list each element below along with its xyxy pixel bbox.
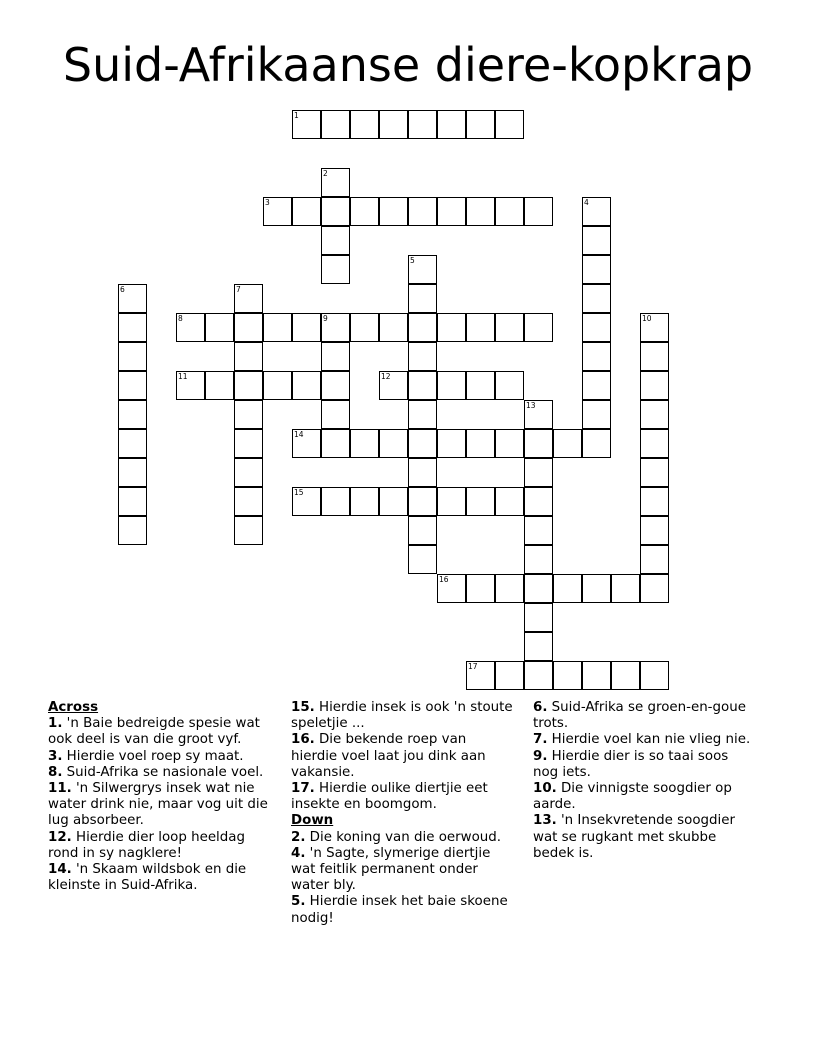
grid-cell[interactable] bbox=[234, 371, 263, 400]
grid-cell[interactable] bbox=[205, 313, 234, 342]
grid-cell[interactable] bbox=[495, 661, 524, 690]
grid-cell[interactable] bbox=[234, 487, 263, 516]
grid-cell[interactable] bbox=[640, 342, 669, 371]
grid-cell[interactable] bbox=[582, 400, 611, 429]
grid-cell[interactable] bbox=[408, 516, 437, 545]
grid-cell[interactable] bbox=[408, 545, 437, 574]
across-clue-15: 15. Hierdie insek is ook 'n stoute speletjie ... bbox=[291, 700, 513, 732]
across-clue-16: 16. Die bekende roep van hierdie voel laat jou dink aan vakansie. bbox=[291, 732, 486, 780]
grid-cell[interactable] bbox=[640, 371, 669, 400]
grid-cell[interactable] bbox=[582, 284, 611, 313]
grid-cell[interactable] bbox=[234, 400, 263, 429]
grid-cell[interactable] bbox=[292, 313, 321, 342]
clue-number: 3 bbox=[265, 198, 270, 207]
grid-cell[interactable] bbox=[408, 110, 437, 139]
clue-column-3 bbox=[533, 700, 755, 862]
grid-cell[interactable] bbox=[466, 371, 495, 400]
grid-cell[interactable] bbox=[408, 429, 437, 458]
grid-cell[interactable] bbox=[524, 487, 553, 516]
grid-cell[interactable] bbox=[118, 313, 147, 342]
grid-cell[interactable] bbox=[292, 110, 321, 139]
grid-cell[interactable] bbox=[437, 429, 466, 458]
grid-cell[interactable] bbox=[524, 603, 553, 632]
grid-cell[interactable] bbox=[524, 516, 553, 545]
grid-cell[interactable] bbox=[321, 429, 350, 458]
grid-cell[interactable] bbox=[350, 197, 379, 226]
grid-cell[interactable] bbox=[408, 342, 437, 371]
across-clue-12: 12. Hierdie dier loop heeldag rond in sy nagklere! bbox=[48, 829, 245, 861]
grid-cell[interactable] bbox=[292, 197, 321, 226]
clue-number: 8 bbox=[178, 314, 183, 323]
grid-cell[interactable] bbox=[263, 197, 292, 226]
grid-cell[interactable] bbox=[495, 110, 524, 139]
clue-number: 5 bbox=[410, 256, 415, 265]
grid-cell[interactable] bbox=[495, 371, 524, 400]
grid-cell[interactable] bbox=[321, 226, 350, 255]
down-clue-7: 7. Hierdie voel kan nie vlieg nie. bbox=[533, 732, 751, 748]
grid-cell[interactable] bbox=[495, 487, 524, 516]
grid-cell[interactable] bbox=[611, 574, 640, 603]
grid-cell[interactable] bbox=[408, 400, 437, 429]
grid-cell[interactable] bbox=[640, 516, 669, 545]
grid-cell[interactable] bbox=[379, 487, 408, 516]
grid-cell[interactable] bbox=[524, 313, 553, 342]
puzzle-title: Suid-Afrikaanse diere-kopkrap bbox=[62, 38, 754, 92]
grid-cell[interactable] bbox=[321, 487, 350, 516]
grid-cell[interactable] bbox=[321, 313, 350, 342]
grid-cell[interactable] bbox=[524, 661, 553, 690]
grid-cell[interactable] bbox=[118, 487, 147, 516]
grid-cell[interactable] bbox=[321, 168, 350, 197]
grid-cell[interactable] bbox=[321, 400, 350, 429]
grid-cell[interactable] bbox=[553, 661, 582, 690]
grid-cell[interactable] bbox=[582, 313, 611, 342]
grid-cell[interactable] bbox=[640, 545, 669, 574]
grid-cell[interactable] bbox=[350, 429, 379, 458]
grid-cell[interactable] bbox=[118, 458, 147, 487]
grid-cell[interactable] bbox=[408, 255, 437, 284]
grid-cell[interactable] bbox=[379, 429, 408, 458]
clue-number: 17 bbox=[468, 662, 478, 671]
clue-number: 1 bbox=[294, 111, 299, 120]
grid-cell[interactable] bbox=[234, 458, 263, 487]
grid-cell[interactable] bbox=[321, 110, 350, 139]
grid-cell[interactable] bbox=[582, 429, 611, 458]
down-clue-9: 9. Hierdie dier is so taai soos nog iets. bbox=[533, 748, 729, 780]
across-clue-14: 14. 'n Skaam wildsbok en die kleinste in Suid-Afrika. bbox=[48, 862, 247, 894]
down-clue-13: 13. 'n Insekvretende soogdier wat se rugkant met skubbe bedek is. bbox=[533, 813, 735, 861]
grid-cell[interactable] bbox=[437, 371, 466, 400]
across-clue-8: 8. Suid-Afrika se nasionale voel. bbox=[48, 764, 264, 780]
grid-cell[interactable] bbox=[582, 342, 611, 371]
grid-cell[interactable] bbox=[408, 313, 437, 342]
clue-number: 2 bbox=[323, 169, 328, 178]
grid-cell[interactable] bbox=[495, 313, 524, 342]
grid-cell[interactable] bbox=[379, 197, 408, 226]
grid-cell[interactable] bbox=[234, 429, 263, 458]
down-heading: Down bbox=[291, 813, 334, 829]
grid-cell[interactable] bbox=[524, 197, 553, 226]
grid-cell[interactable] bbox=[437, 197, 466, 226]
grid-cell[interactable] bbox=[118, 516, 147, 545]
grid-cell[interactable] bbox=[640, 574, 669, 603]
grid-cell[interactable] bbox=[292, 371, 321, 400]
clue-column-2 bbox=[291, 700, 513, 927]
down-clue-2: 2. Die koning van die oerwoud. bbox=[291, 829, 502, 845]
grid-cell[interactable] bbox=[466, 661, 495, 690]
across-clue-17: 17. Hierdie oulike diertjie eet insekte en boomgom. bbox=[291, 781, 488, 813]
clue-number: 12 bbox=[381, 372, 391, 381]
clue-number: 16 bbox=[439, 575, 449, 584]
grid-cell[interactable] bbox=[350, 313, 379, 342]
grid-cell[interactable] bbox=[321, 197, 350, 226]
grid-cell[interactable] bbox=[466, 487, 495, 516]
clue-column-1 bbox=[48, 700, 270, 894]
grid-cell[interactable] bbox=[553, 429, 582, 458]
grid-cell[interactable] bbox=[495, 197, 524, 226]
clue-number: 6 bbox=[120, 285, 125, 294]
down-clue-5: 5. Hierdie insek het baie skoene nodig! bbox=[291, 894, 508, 926]
grid-cell[interactable] bbox=[292, 487, 321, 516]
clue-number: 11 bbox=[178, 372, 188, 381]
grid-cell[interactable] bbox=[350, 487, 379, 516]
clue-number: 13 bbox=[526, 401, 536, 410]
grid-cell[interactable] bbox=[118, 371, 147, 400]
grid-cell[interactable] bbox=[582, 255, 611, 284]
grid-cell[interactable] bbox=[263, 313, 292, 342]
grid-cell[interactable] bbox=[408, 284, 437, 313]
grid-cell[interactable] bbox=[321, 342, 350, 371]
grid-cell[interactable] bbox=[640, 661, 669, 690]
grid-cell[interactable] bbox=[524, 545, 553, 574]
grid-cell[interactable] bbox=[118, 400, 147, 429]
grid-cell[interactable] bbox=[495, 574, 524, 603]
clue-number: 15 bbox=[294, 488, 304, 497]
grid-cell[interactable] bbox=[118, 284, 147, 313]
across-heading: Across bbox=[48, 700, 99, 715]
grid-cell[interactable] bbox=[234, 516, 263, 545]
down-clue-10: 10. Die vinnigste soogdier op aarde. bbox=[533, 781, 732, 813]
grid-cell[interactable] bbox=[466, 313, 495, 342]
grid-cell[interactable] bbox=[437, 110, 466, 139]
grid-cell[interactable] bbox=[466, 429, 495, 458]
down-clue-4: 4. 'n Sagte, slymerige diertjie wat feitlik permanent onder water bly. bbox=[291, 845, 491, 894]
grid-cell[interactable] bbox=[640, 458, 669, 487]
grid-cell[interactable] bbox=[582, 371, 611, 400]
grid-cell[interactable] bbox=[582, 661, 611, 690]
grid-cell[interactable] bbox=[321, 255, 350, 284]
grid-cell[interactable] bbox=[640, 429, 669, 458]
grid-cell[interactable] bbox=[234, 342, 263, 371]
clue-number: 10 bbox=[642, 314, 652, 323]
grid-cell[interactable] bbox=[524, 574, 553, 603]
grid-cell[interactable] bbox=[263, 371, 292, 400]
grid-cell[interactable] bbox=[408, 487, 437, 516]
grid-cell[interactable] bbox=[640, 400, 669, 429]
clue-number: 4 bbox=[584, 198, 589, 207]
clue-number: 9 bbox=[323, 314, 328, 323]
grid-cell[interactable] bbox=[321, 371, 350, 400]
grid-cell[interactable] bbox=[379, 371, 408, 400]
grid-cell[interactable] bbox=[292, 429, 321, 458]
grid-cell[interactable] bbox=[118, 429, 147, 458]
grid-cell[interactable] bbox=[234, 313, 263, 342]
grid-cell[interactable] bbox=[582, 197, 611, 226]
grid-cell[interactable] bbox=[524, 632, 553, 661]
across-clue-3: 3. Hierdie voel roep sy maat. bbox=[48, 748, 244, 764]
clue-number: 7 bbox=[236, 285, 241, 294]
grid-cell[interactable] bbox=[234, 284, 263, 313]
grid-cell[interactable] bbox=[408, 197, 437, 226]
grid-cell[interactable] bbox=[466, 110, 495, 139]
clue-number: 14 bbox=[294, 430, 304, 439]
grid-cell[interactable] bbox=[524, 458, 553, 487]
grid-cell[interactable] bbox=[437, 574, 466, 603]
grid-cell[interactable] bbox=[611, 661, 640, 690]
grid-cell[interactable] bbox=[408, 458, 437, 487]
grid-cell[interactable] bbox=[495, 429, 524, 458]
grid-cell[interactable] bbox=[553, 574, 582, 603]
grid-cell[interactable] bbox=[176, 313, 205, 342]
grid-cell[interactable] bbox=[582, 574, 611, 603]
down-clue-6: 6. Suid-Afrika se groen-en-goue trots. bbox=[533, 700, 746, 732]
grid-cell[interactable] bbox=[466, 197, 495, 226]
grid-cell[interactable] bbox=[466, 574, 495, 603]
grid-cell[interactable] bbox=[176, 371, 205, 400]
grid-cell[interactable] bbox=[524, 400, 553, 429]
across-clue-1: 1. 'n Baie bedreigde spesie wat ook deel is van die groot vyf. bbox=[48, 716, 260, 748]
grid-cell[interactable] bbox=[350, 110, 379, 139]
grid-cell[interactable] bbox=[379, 313, 408, 342]
grid-cell[interactable] bbox=[205, 371, 234, 400]
grid-cell[interactable] bbox=[379, 110, 408, 139]
grid-cell[interactable] bbox=[640, 487, 669, 516]
grid-cell[interactable] bbox=[524, 429, 553, 458]
grid-cell[interactable] bbox=[118, 342, 147, 371]
grid-cell[interactable] bbox=[437, 487, 466, 516]
grid-cell[interactable] bbox=[437, 313, 466, 342]
grid-cell[interactable] bbox=[640, 313, 669, 342]
across-clue-11: 11. 'n Silwergrys insek wat nie water drink nie, maar vog uit die lug absorbeer. bbox=[48, 781, 268, 829]
grid-cell[interactable] bbox=[582, 226, 611, 255]
grid-cell[interactable] bbox=[408, 371, 437, 400]
